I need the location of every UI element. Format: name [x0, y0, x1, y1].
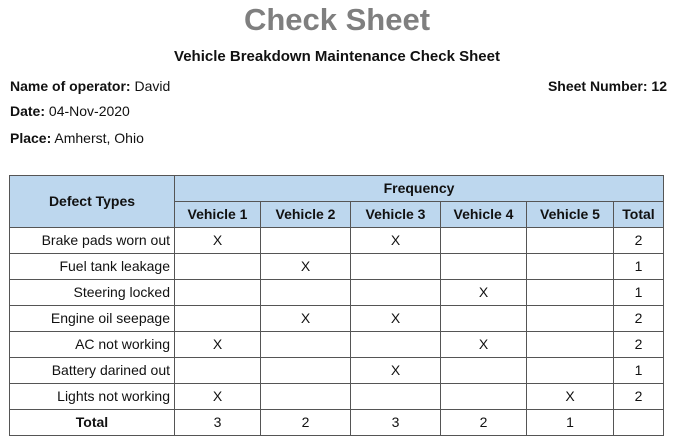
frequency-cell: X — [527, 384, 614, 410]
frequency-cell — [261, 384, 351, 410]
frequency-cell — [527, 228, 614, 254]
defect-type-cell: Lights not working — [10, 384, 175, 410]
frequency-cell — [351, 254, 441, 280]
frequency-cell: X — [261, 254, 351, 280]
frequency-cell — [261, 358, 351, 384]
sheet-number-field — [548, 76, 667, 96]
frequency-cell — [261, 332, 351, 358]
row-total-cell: 1 — [614, 254, 664, 280]
frequency-cell: X — [351, 228, 441, 254]
frequency-cell: X — [351, 358, 441, 384]
table-row — [10, 228, 664, 254]
frequency-cell: X — [261, 306, 351, 332]
table-row — [10, 254, 664, 280]
frequency-cell — [527, 332, 614, 358]
defect-type-cell: Fuel tank leakage — [10, 254, 175, 280]
row-total-cell: 2 — [614, 306, 664, 332]
frequency-cell — [261, 228, 351, 254]
column-total-cell — [614, 410, 664, 436]
frequency-cell — [441, 358, 527, 384]
frequency-cell: X — [175, 228, 261, 254]
frequency-cell — [175, 358, 261, 384]
table-row — [10, 280, 664, 306]
frequency-cell: X — [351, 306, 441, 332]
frequency-cell — [527, 254, 614, 280]
sheet-number-label: Sheet Number: — [547, 78, 648, 94]
column-header: Vehicle 2 — [261, 202, 351, 228]
frequency-cell — [175, 254, 261, 280]
frequency-cell — [441, 228, 527, 254]
table-row — [10, 306, 664, 332]
row-total-cell: 1 — [614, 358, 664, 384]
frequency-cell — [175, 280, 261, 306]
frequency-cell — [351, 384, 441, 410]
operator-field — [10, 76, 170, 96]
frequency-cell — [527, 306, 614, 332]
frequency-cell — [351, 280, 441, 306]
frequency-cell — [441, 384, 527, 410]
sheet-number-value: 12 — [651, 78, 667, 94]
operator-label: Name of operator: — [10, 78, 131, 94]
frequency-cell — [441, 254, 527, 280]
place-field — [10, 128, 144, 148]
table-body — [10, 228, 664, 436]
page-title: Check Sheet — [243, 2, 431, 37]
defect-types-header: Defect Types — [10, 176, 175, 228]
header-row-top — [10, 176, 664, 202]
frequency-cell — [175, 306, 261, 332]
frequency-cell — [527, 280, 614, 306]
frequency-cell — [351, 332, 441, 358]
column-header: Total — [614, 202, 664, 228]
defect-type-cell: Steering locked — [10, 280, 175, 306]
check-sheet-table — [9, 175, 664, 436]
date-label: Date: — [10, 103, 46, 119]
total-label: Total — [10, 410, 175, 436]
operator-value: David — [134, 78, 171, 94]
column-header: Vehicle 3 — [351, 202, 441, 228]
table-row — [10, 384, 664, 410]
place-label: Place: — [10, 130, 52, 146]
column-total-cell: 2 — [441, 410, 527, 436]
frequency-cell: X — [441, 280, 527, 306]
row-total-cell: 1 — [614, 280, 664, 306]
date-value: 04-Nov-2020 — [48, 103, 130, 119]
frequency-cell: X — [441, 332, 527, 358]
place-value: Amherst, Ohio — [54, 130, 144, 146]
column-header: Vehicle 4 — [441, 202, 527, 228]
defect-type-cell: AC not working — [10, 332, 175, 358]
column-total-cell: 1 — [527, 410, 614, 436]
defect-type-cell: Engine oil seepage — [10, 306, 175, 332]
frequency-cell: X — [175, 384, 261, 410]
frequency-cell — [527, 358, 614, 384]
table-row — [10, 358, 664, 384]
column-header: Vehicle 1 — [175, 202, 261, 228]
row-total-cell: 2 — [614, 384, 664, 410]
column-header: Vehicle 5 — [527, 202, 614, 228]
sheet-subtitle: Vehicle Breakdown Maintenance Check Sheet — [174, 48, 500, 65]
frequency-cell: X — [175, 332, 261, 358]
table-row — [10, 332, 664, 358]
defect-type-cell: Battery darined out — [10, 358, 175, 384]
frequency-header: Frequency — [175, 176, 664, 202]
column-total-cell: 3 — [175, 410, 261, 436]
column-total-cell: 3 — [351, 410, 441, 436]
date-field — [10, 101, 130, 121]
row-total-cell: 2 — [614, 332, 664, 358]
frequency-cell — [441, 306, 527, 332]
row-total-cell: 2 — [614, 228, 664, 254]
column-total-cell: 2 — [261, 410, 351, 436]
total-row — [10, 410, 664, 436]
defect-type-cell: Brake pads worn out — [10, 228, 175, 254]
frequency-cell — [261, 280, 351, 306]
